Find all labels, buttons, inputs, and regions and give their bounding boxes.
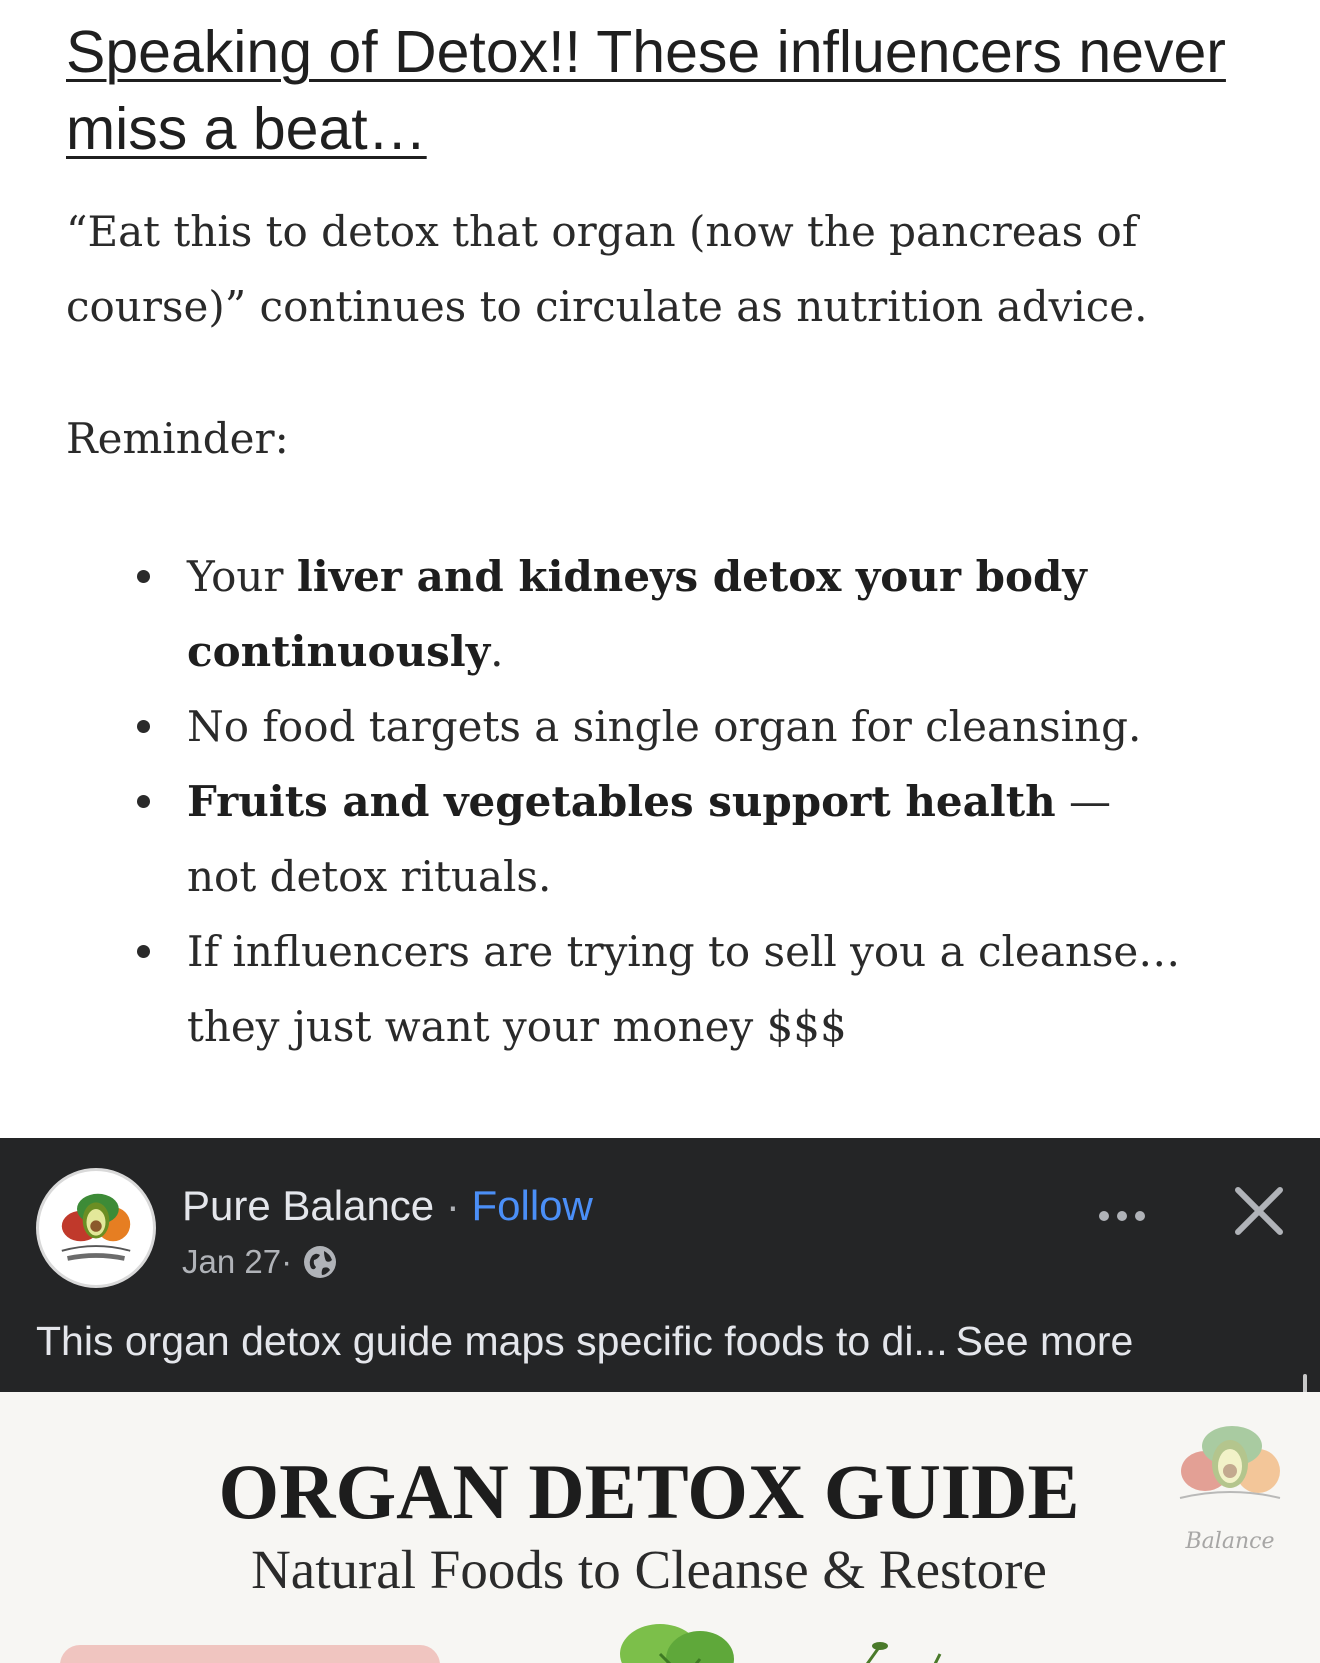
page-avatar[interactable] xyxy=(36,1168,156,1288)
post-image[interactable] xyxy=(0,1392,1320,1663)
close-icon[interactable] xyxy=(1226,1178,1292,1244)
separator: · xyxy=(434,1182,472,1229)
page-name-link[interactable]: Pure Balance xyxy=(182,1182,435,1229)
reminder-item xyxy=(132,914,1192,1064)
post-caption xyxy=(36,1315,1133,1367)
food-illustration xyxy=(60,1645,440,1663)
avocado-logo-icon xyxy=(1160,1416,1300,1566)
more-options-icon[interactable] xyxy=(1094,1188,1150,1244)
caption-text: This organ detox guide maps specific foods to di... xyxy=(36,1318,948,1364)
reminder-emphasis: liver and kidneys detox your body continuously xyxy=(187,552,1087,676)
reminder-text: . xyxy=(490,627,504,676)
post-meta xyxy=(182,1240,338,1284)
logo-wordmark: Balance xyxy=(1185,1529,1275,1554)
reminder-item xyxy=(132,764,1192,914)
reminder-label: Reminder: xyxy=(66,414,289,463)
article-intro: “Eat this to detox that organ (now the pancreas of course)” continues to circulate as nutrition advice. xyxy=(66,207,1148,331)
bullet-icon xyxy=(137,720,150,733)
bullet-icon xyxy=(137,945,150,958)
guide-subtitle: Natural Foods to Cleanse & Restore xyxy=(251,1539,1047,1600)
avocado-logo-icon xyxy=(39,1171,153,1285)
article-headline-link[interactable]: Speaking of Detox!! These influencers never miss a beat… xyxy=(66,19,1226,162)
author-line xyxy=(182,1180,593,1232)
bullet-icon xyxy=(137,795,150,808)
reminder-item xyxy=(132,689,1192,764)
globe-icon xyxy=(302,1244,338,1280)
reminder-emphasis: Fruits and vegetables support health xyxy=(187,777,1056,826)
reminder-item xyxy=(132,539,1192,689)
reminder-text: If influencers are trying to sell you a cleanse… they just want your money $$$ xyxy=(187,927,1181,1051)
post-date-link[interactable]: Jan 27 xyxy=(182,1243,282,1280)
herb-icon xyxy=(840,1636,970,1663)
see-more-link[interactable]: See more xyxy=(955,1318,1134,1364)
leaf-icon xyxy=(600,1614,760,1663)
reminder-list xyxy=(132,539,1192,1064)
reminder-text: — not detox rituals. xyxy=(187,777,1112,901)
bullet-icon xyxy=(137,570,150,583)
guide-title: ORGAN DETOX GUIDE xyxy=(218,1448,1080,1535)
facebook-post-header xyxy=(0,1138,1320,1392)
follow-button[interactable]: Follow xyxy=(471,1182,593,1229)
separator: · xyxy=(281,1243,293,1280)
reminder-text: Your xyxy=(187,552,297,601)
reminder-text: No food targets a single organ for cleansing. xyxy=(187,702,1142,751)
